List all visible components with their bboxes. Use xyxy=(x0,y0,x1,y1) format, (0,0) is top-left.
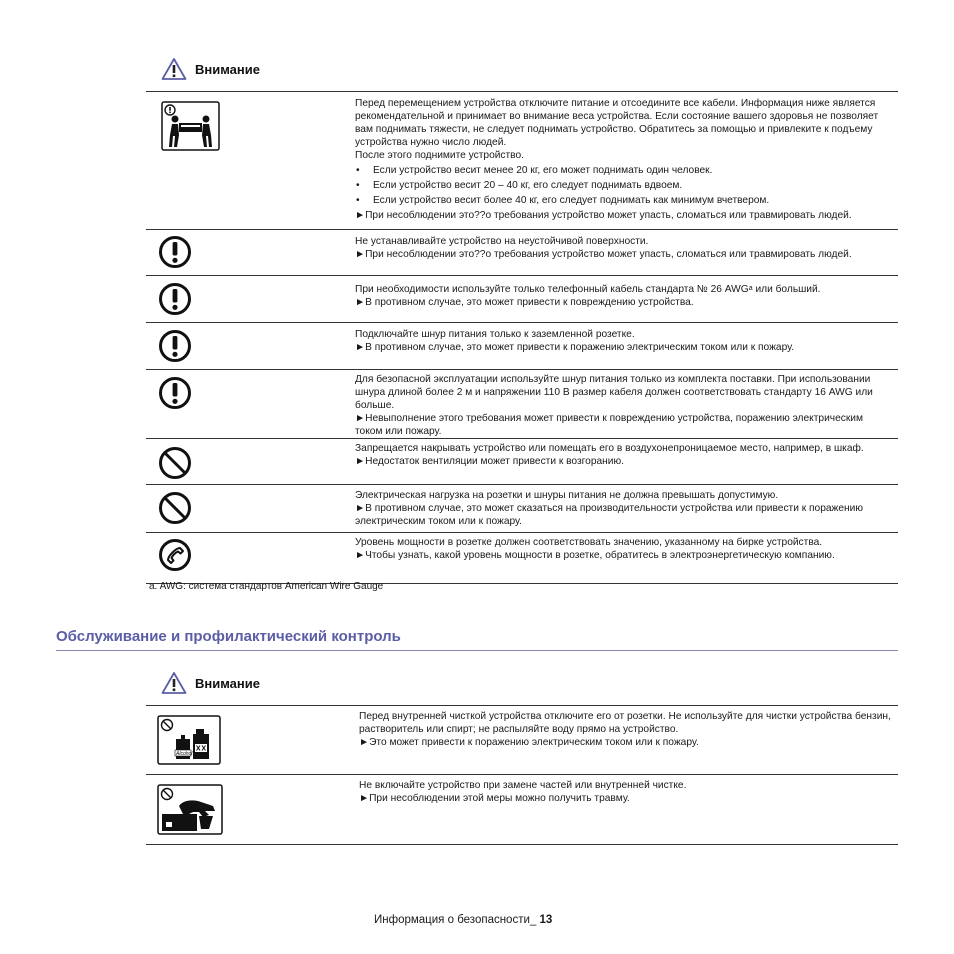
row-text: Подключайте шнур питания только к заземленной розетке. xyxy=(355,329,635,340)
consequence-text: ►Чтобы узнать, какой уровень мощности в розетке, обратитесь в электроэнергетическую компанию. xyxy=(355,550,835,561)
row-text: Перед перемещением устройства отключите питание и отсоедините все кабели. Информация ниже является рекомендательной и принимает во внимание веса устройства. Если состояние вашего здоровья не позволяет вам поднимать тяжести, не следует поднимать устройство. Обратитесь за помощью и привлеките к подъему устройства нужно число людей. xyxy=(355,98,879,148)
awg-text-end: или больший. xyxy=(752,284,821,295)
footer-label: Информация о безопасности_ xyxy=(374,914,537,926)
row-text: Не устанавливайте устройство на неустойчивой поверхности. xyxy=(355,236,649,247)
page-number: 13 xyxy=(539,914,553,926)
table-row xyxy=(146,92,898,230)
consequence-text: ►В противном случае, это может привести к поражению электрическим током или к пожару. xyxy=(355,342,795,353)
prohibited-icon xyxy=(158,446,192,480)
footnote-ref: a xyxy=(748,285,753,292)
exclamation-circle-icon xyxy=(158,235,192,269)
no-hand-inside-icon xyxy=(157,784,223,835)
table-row xyxy=(146,323,898,370)
section-title: Обслуживание и профилактический контроль xyxy=(56,628,401,645)
exclamation-circle-icon xyxy=(158,376,192,410)
row-text: Не включайте устройство при замене частей или внутренней чистке. xyxy=(359,780,687,791)
consequence-text: ►В противном случае, это может привести к повреждению устройства. xyxy=(355,297,694,308)
lifting-two-persons-icon xyxy=(161,101,220,151)
consequence-text: ►При несоблюдении это??о требования устройство может упасть, сломаться или травмировать людей. xyxy=(355,210,852,221)
list-item: • Если устройство весит менее 20 кг, его может поднимать один человек. xyxy=(355,164,892,177)
warning-triangle-icon xyxy=(161,57,187,81)
row-text: После этого поднимите устройство. xyxy=(355,150,524,161)
consequence-text: ►Невыполнение этого требования может привести к повреждению устройства, поражению электрическим током или пожару. xyxy=(355,413,863,437)
awg-text: При необходимости используйте только телефонный кабель стандарта № 26 AWG xyxy=(355,284,749,295)
weight-list xyxy=(355,164,892,207)
row-text: Электрическая нагрузка на розетки и шнуры питания не должна превышать допустимую. xyxy=(355,490,779,501)
exclamation-circle-icon xyxy=(158,329,192,363)
table-row xyxy=(146,775,898,845)
consequence-text: ►Недостаток вентиляции может привести к возгоранию. xyxy=(355,456,624,467)
no-chemicals-icon xyxy=(157,715,221,765)
warning-heading-text: Внимание xyxy=(195,675,260,691)
table-row xyxy=(146,230,898,276)
table-row xyxy=(146,533,898,584)
exclamation-circle-icon xyxy=(158,282,192,316)
consequence-text: ►Это может привести к поражению электрическим током или к пожару. xyxy=(359,737,699,748)
row-text: Запрещается накрывать устройство или помещать его в воздухонепроницаемое место, например, в шкаф. xyxy=(355,443,864,454)
footnote: a. AWG: система стандартов American Wire Gauge xyxy=(149,581,384,592)
table-row xyxy=(146,439,898,485)
list-item: • Если устройство весит более 40 кг, его следует поднимать как минимум вчетвером. xyxy=(355,194,892,207)
page-footer xyxy=(374,914,552,926)
phone-icon xyxy=(158,538,192,572)
consequence-text: ►При несоблюдении этой меры можно получить травму. xyxy=(359,793,630,804)
warning-heading-text: Внимание xyxy=(195,61,260,77)
row-text xyxy=(355,283,892,296)
warning-table-1 xyxy=(146,91,898,584)
row-text: Для безопасной эксплуатации используйте шнур питания только из комплекта поставки. При использовании шнура длиной более 2 м и напряжении 110 В размер кабеля должен соответствовать стандарту 16 AWG или больше. xyxy=(355,374,873,411)
row-text: Перед внутренней чисткой устройства отключите его от розетки. Не используйте для чистки устройства бензин, растворитель или спирт; не распыляйте воду прямо на устройство. xyxy=(359,711,891,735)
table-row xyxy=(146,706,898,775)
consequence-text: ►При несоблюдении это??о требования устройство может упасть, сломаться или травмировать людей. xyxy=(355,249,852,260)
table-row xyxy=(146,485,898,533)
warning-heading-1 xyxy=(161,57,260,81)
warning-table-2 xyxy=(146,705,898,845)
prohibited-icon xyxy=(158,491,192,525)
warning-triangle-icon xyxy=(161,671,187,695)
warning-heading-2 xyxy=(161,671,260,695)
consequence-text: ►В противном случае, это может сказаться на производительности устройства или привести к поражению электрическим током или к пожару. xyxy=(355,503,863,527)
section-rule xyxy=(56,650,898,651)
table-row xyxy=(146,276,898,323)
list-item: • Если устройство весит 20 – 40 кг, его следует поднимать вдвоем. xyxy=(355,179,892,192)
alcohol-label: Alcohol xyxy=(176,751,193,757)
row-text: Уровень мощности в розетке должен соответствовать значению, указанному на бирке устройства. xyxy=(355,537,823,548)
table-row xyxy=(146,370,898,439)
